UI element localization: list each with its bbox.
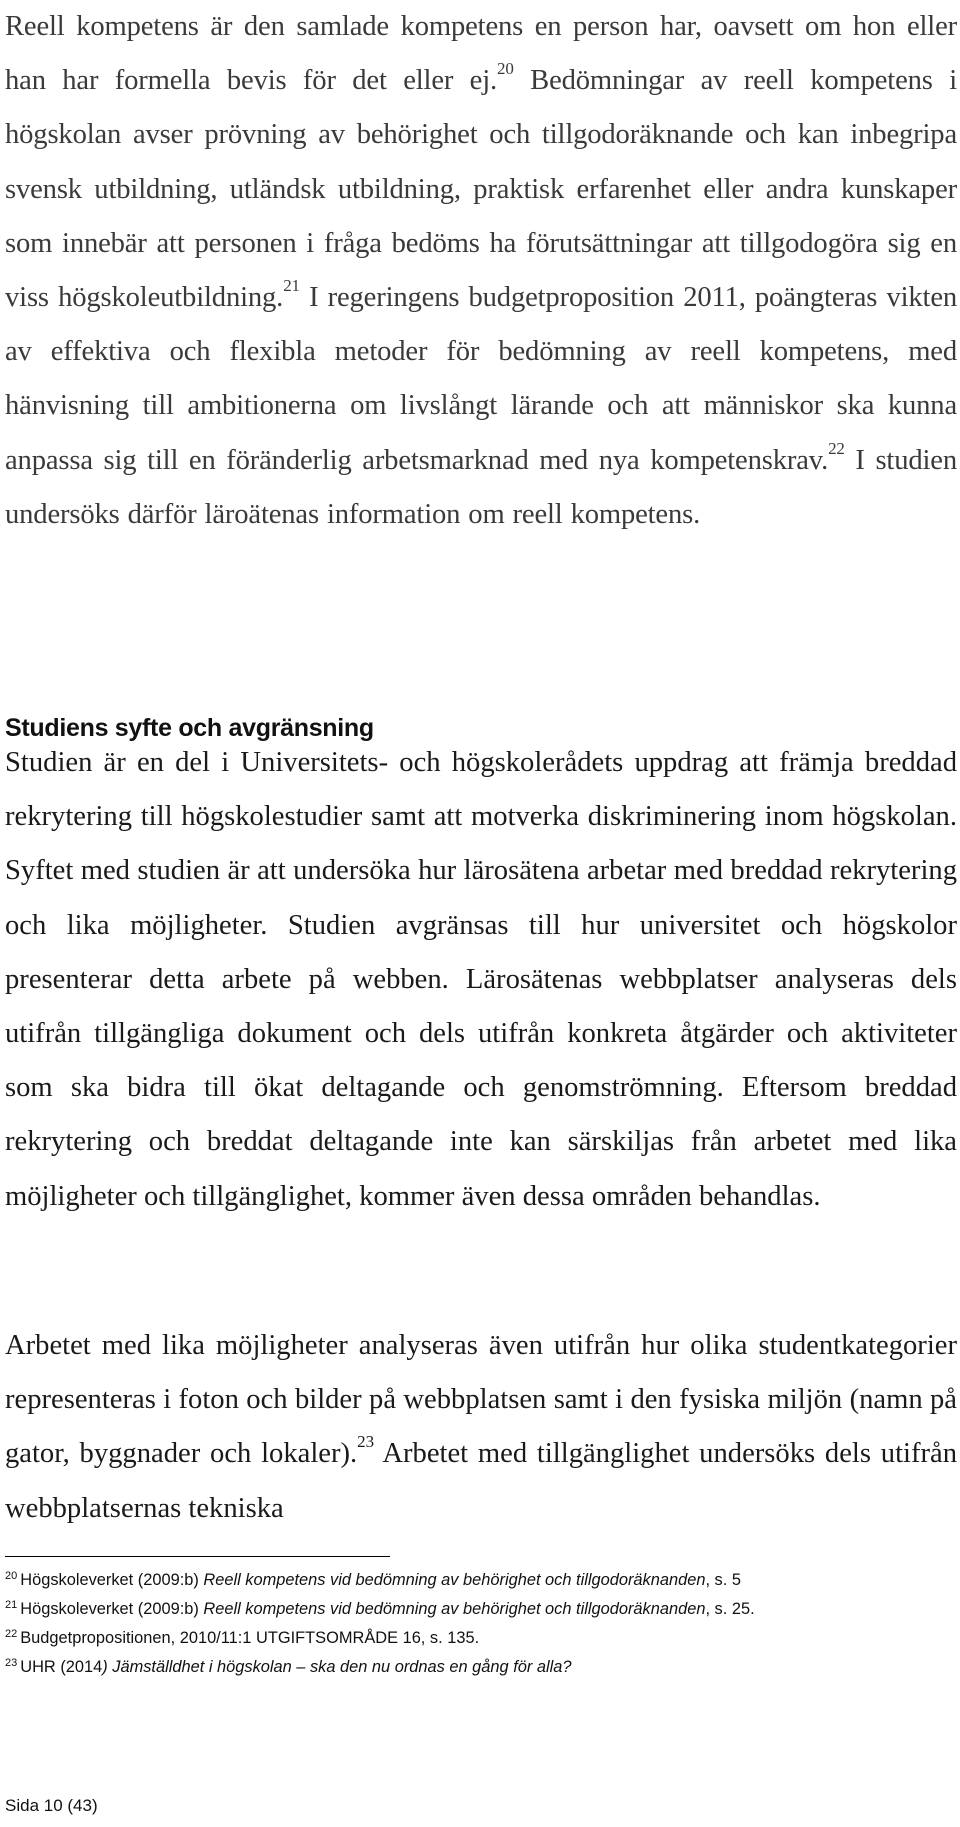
footnote-ref-21[interactable]: 21 <box>283 276 300 296</box>
footnote-text: , s. 25. <box>705 1600 755 1618</box>
footnote-text: UHR (2014 <box>20 1658 103 1676</box>
footnote-text: Högskoleverket (2009:b) <box>20 1600 204 1618</box>
footnote-20 <box>5 1562 955 1591</box>
paragraph-syfte: Studien är en del i Universitets- och högskolerådets uppdrag att främja breddad rekrytering till högskolestudier samt att motverka diskriminering inom högskolan. Syftet med studien är att undersöka hur lärosätena arbetar med breddad rekrytering och lika möjligheter. Studien avgränsas till hur universitet och högskolor presenterar detta arbete på webben. Lärosätenas webbplatser analyseras dels utifrån tillgängliga dokument och dels utifrån konkreta åtgärder och aktiviteter som ska bidra till ökat deltagande och genomströmning. Eftersom breddad rekrytering och breddat deltagande inte kan särskiljas från arbetet med lika möjligheter och tillgänglighet, kommer även dessa områden behandlas. <box>5 747 957 1212</box>
footnote-number: 21 <box>5 1599 18 1611</box>
footnotes <box>5 1562 955 1678</box>
footnote-number: 23 <box>5 1657 18 1669</box>
footnote-title: Reell kompetens vid bedömning av behörighet och tillgodoräknanden <box>203 1571 706 1589</box>
paragraph-text: Arbetet med tillgänglighet undersöks dels utifrån webbplatsernas tekniska <box>5 1438 957 1524</box>
footnote-title: Reell kompetens vid bedömning av behörighet och tillgodoräknanden <box>203 1600 706 1618</box>
footnote-23 <box>5 1649 955 1678</box>
footnote-number: 20 <box>5 1570 18 1582</box>
section-heading: Studiens syfte och avgränsning <box>5 714 374 742</box>
paragraph-text: I studien undersöks därför läroätenas information om reell kompetens. <box>5 444 957 530</box>
paragraph-text: I regeringens budgetproposition 2011, poängteras vikten av effektiva och flexibla metoder för bedömning av reell kompetens, med hänvisning till ambitionerna om livslångt lärande och att människor ska kunna anpassa sig till en föränderlig arbetsmarknad med nya kompetenskrav. <box>5 282 958 476</box>
paragraph-text: Arbetet med lika möjligheter analyseras även utifrån hur olika studentkategorier representeras i foton och bilder på webbplatsen samt i den fysiska miljön (namn på gator, byggnader och lokaler). <box>5 1330 957 1470</box>
page-number: Sida 10 (43) <box>5 1796 98 1815</box>
footnote-ref-20[interactable]: 20 <box>497 59 514 79</box>
footnote-ref-23[interactable]: 23 <box>357 1432 375 1452</box>
footnote-title: ) Jämställdhet i högskolan – ska den nu ordnas en gång för alla? <box>102 1658 572 1676</box>
paragraph-text: Reell kompetens är den samlade kompetens en person har, oavsett om hon eller han har formella bevis för det eller ej. <box>5 11 957 97</box>
footnote-number: 22 <box>5 1628 18 1640</box>
paragraph-reell-kompetens <box>5 0 957 542</box>
footnote-text: , s. 5 <box>705 1571 741 1589</box>
footnote-22 <box>5 1620 955 1649</box>
footnote-text: Högskoleverket (2009:b) <box>20 1571 204 1589</box>
footnote-separator <box>5 1556 390 1557</box>
footnote-text: Budgetpropositionen, 2010/11:1 UTGIFTSOMRÅDE 16, s. 135. <box>20 1629 480 1647</box>
footnote-21 <box>5 1591 955 1620</box>
paragraph-lika-mojligheter <box>5 1319 957 1536</box>
paragraph-text: Bedömningar av reell kompetens i högskolan avser prövning av behörighet och tillgodoräknande och kan inbegripa svensk utbildning, utländsk utbildning, praktisk erfarenhet eller andra kunskaper som innebär att personen i fråga bedöms ha förutsättningar att tillgodogöra sig en viss högskoleutbildning. <box>5 65 957 314</box>
footnote-ref-22[interactable]: 22 <box>828 438 845 458</box>
